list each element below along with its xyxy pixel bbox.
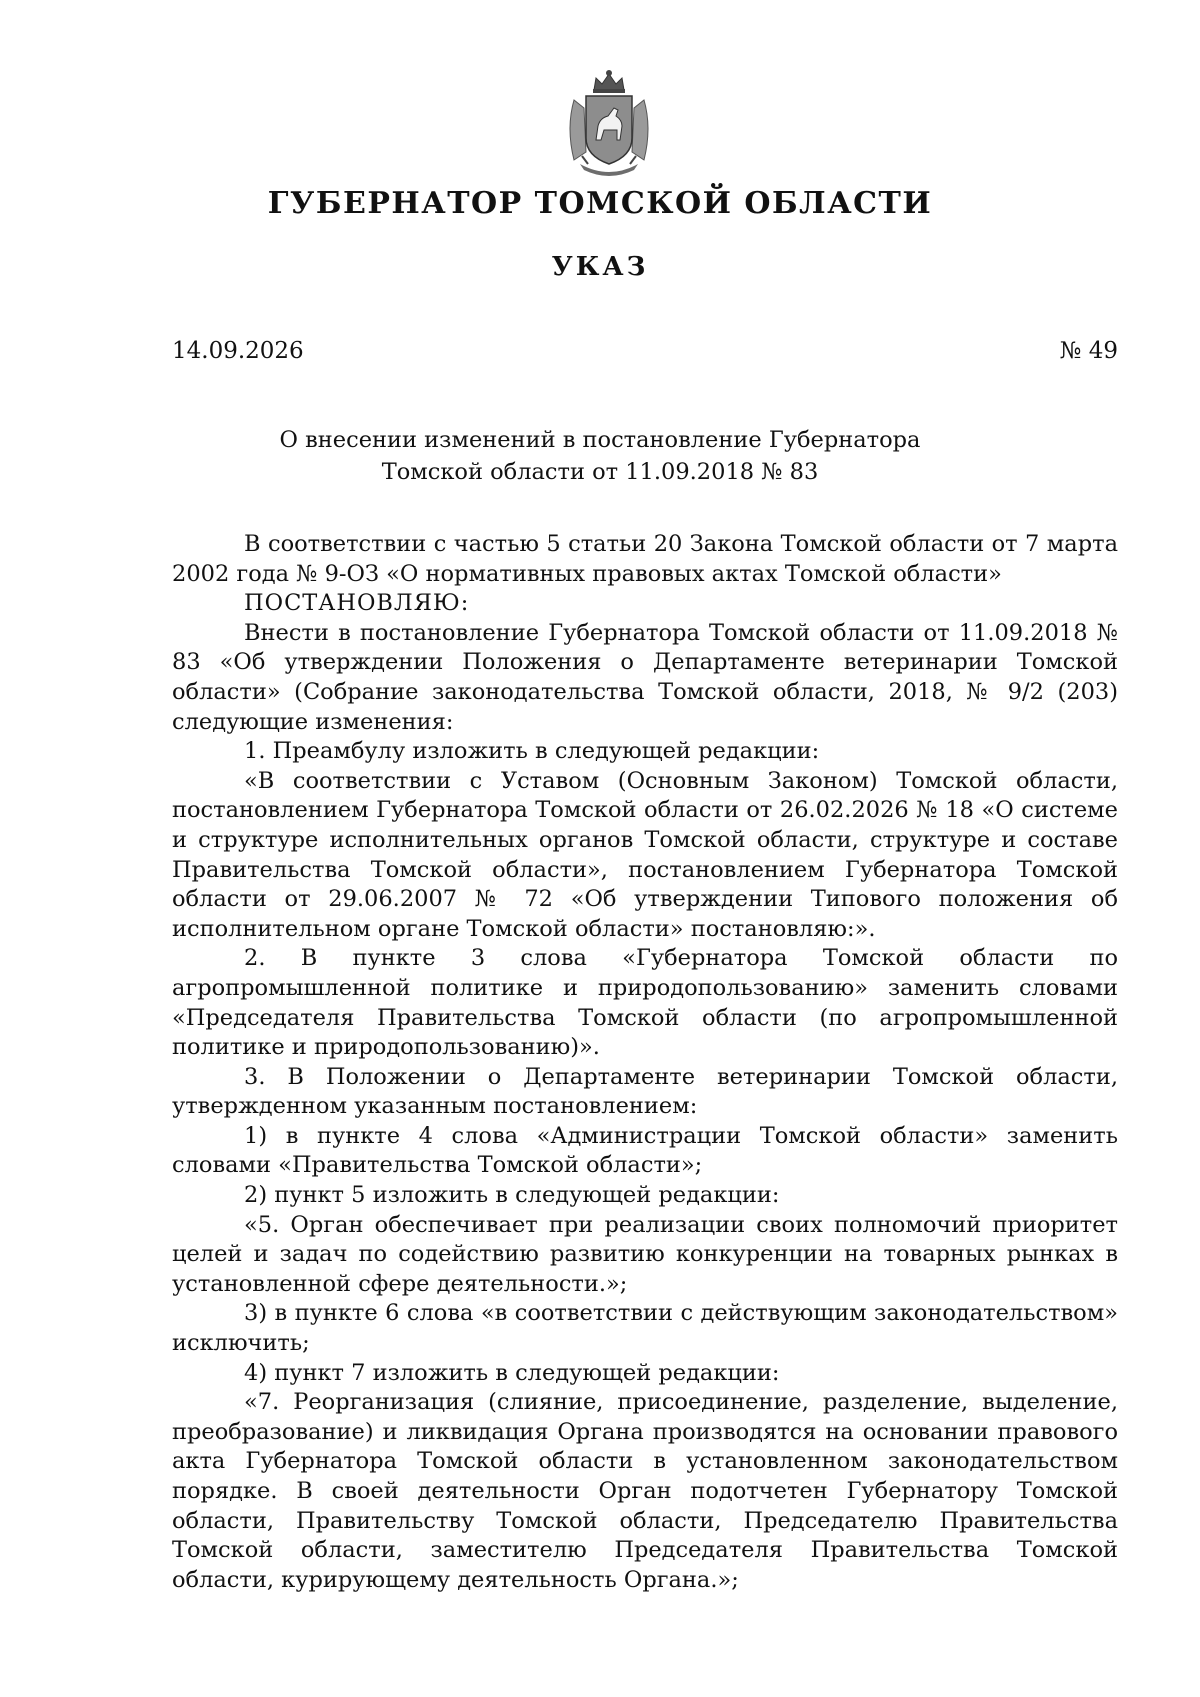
paragraph: 2. В пункте 3 слова «Губернатора Томской области по агропромышленной политике и природопользованию» заменить словами «Председателя Правительства Томской области (по агропромышленной политике и природопользованию)». bbox=[172, 945, 1118, 1061]
subject-line: Томской области от 11.09.2018 № 83 bbox=[381, 459, 819, 485]
document-type: УКАЗ bbox=[551, 252, 649, 282]
paragraph-decree: ПОСТАНОВЛЯЮ: bbox=[244, 590, 470, 617]
paragraph: 3. В Положении о Департаменте ветеринарии Томской области, утвержденном указанным постановлением: bbox=[172, 1063, 1118, 1120]
tomsk-region-coat-of-arms-icon bbox=[560, 68, 658, 176]
paragraph: 3) в пункте 6 слова «в соответствии с действующим законодательством» исключить; bbox=[172, 1300, 1118, 1357]
paragraph: «7. Реорганизация (слияние, присоединение, разделение, выделение, преобразование) и ликвидация Органа производятся на основании правового акта Губернатора Томской области в установленном законодательством порядке. В своей деятельности Орган подотчетен Губернатору Томской области, Правительству Томской области, Председателю Правительства Томской области, заместителю Председателя Правительства Томской области, курирующему деятельность Органа.»; bbox=[172, 1389, 1118, 1593]
paragraph: Внести в постановление Губернатора Томской области от 11.09.2018 № 83 «Об утверждении Положения о Департаменте ветеринарии Томской области» (Собрание законодательства Томской области, 2018, № 9/2 (203) следующие изменения: bbox=[172, 619, 1118, 735]
subject-line: О внесении изменений в постановление Губернатора bbox=[279, 427, 921, 453]
paragraph: 2) пункт 5 изложить в следующей редакции: bbox=[244, 1182, 780, 1209]
paragraph: «В соответствии с Уставом (Основным Законом) Томской области, постановлением Губернатора Томской области от 26.02.2026 № 18 «О системе и структуре исполнительных органов Томской области, структуре и составе Правительства Томской области», постановлением Губернатора Томской области от 29.06.2007 № 72 «Об утверждении Типового положения об исполнительном органе Томской области» постановляю:». bbox=[172, 767, 1118, 942]
document-number: № 49 bbox=[1059, 338, 1118, 364]
document-subject bbox=[0, 424, 1200, 488]
paragraph: 1. Преамбулу изложить в следующей редакции: bbox=[244, 738, 820, 765]
paragraph: «5. Орган обеспечивает при реализации своих полномочий приоритет целей и задач по содействию развитию конкуренции на товарных рынках в установленной сфере деятельности.»; bbox=[172, 1211, 1118, 1297]
authority-title: ГУБЕРНАТОР ТОМСКОЙ ОБЛАСТИ bbox=[267, 186, 933, 221]
paragraph: 4) пункт 7 изложить в следующей редакции: bbox=[244, 1359, 780, 1386]
document-body bbox=[172, 530, 1118, 1595]
paragraph-preamble: В соответствии с частью 5 статьи 20 Закона Томской области от 7 марта 2002 года № 9-ОЗ «О нормативных правовых актах Томской области» bbox=[172, 531, 1118, 587]
paragraph: 1) в пункте 4 слова «Администрации Томской области» заменить словами «Правительства Томской области»; bbox=[172, 1122, 1118, 1179]
document-date: 14.09.2026 bbox=[172, 338, 304, 364]
